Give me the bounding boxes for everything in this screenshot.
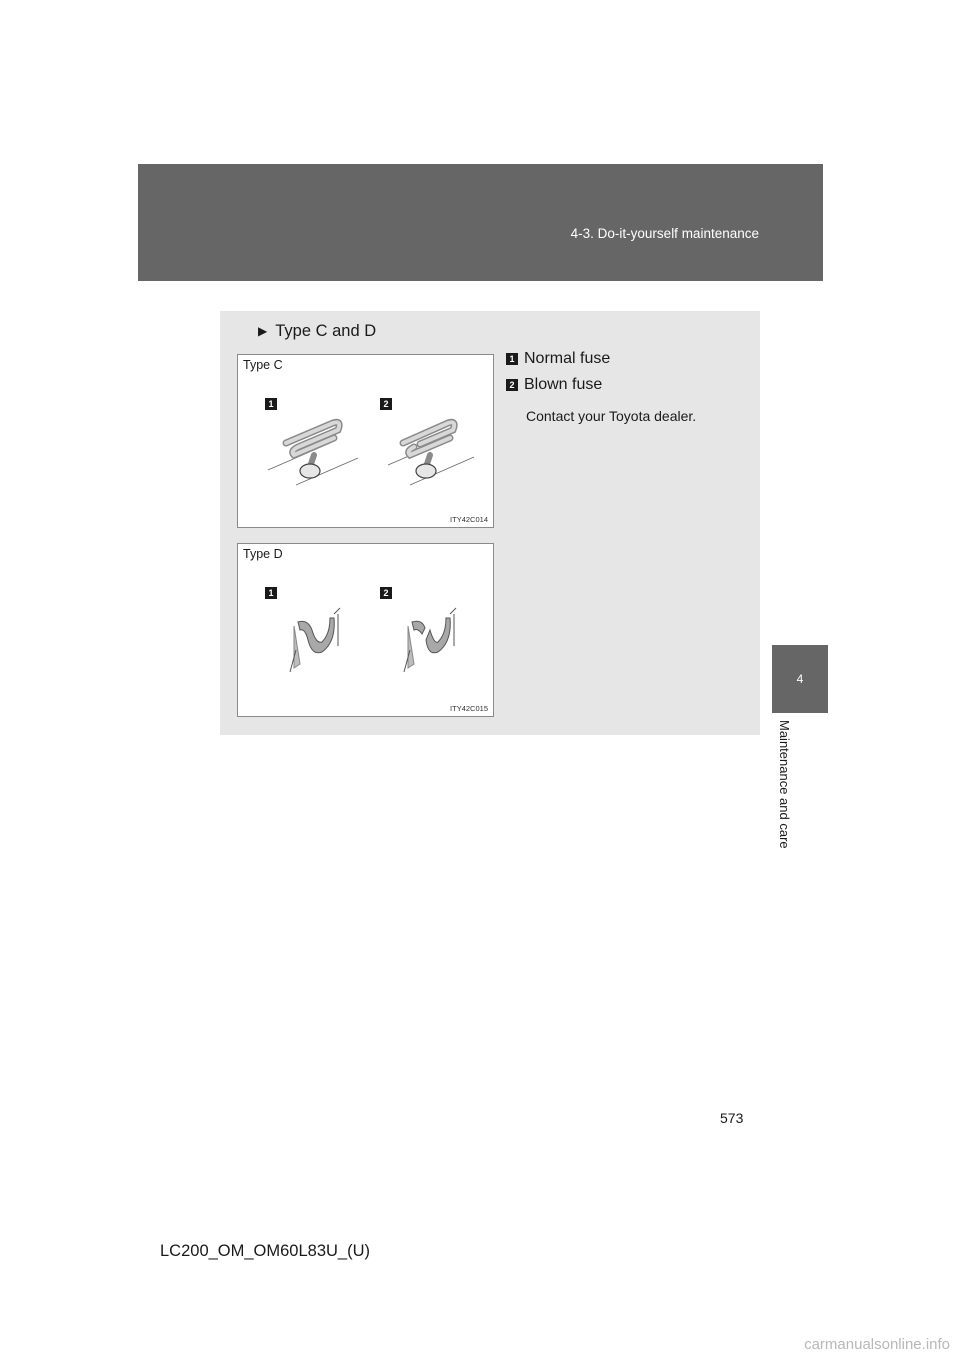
legend-note: Contact your Toyota dealer.	[526, 408, 697, 424]
content-box	[220, 311, 760, 735]
legend-badge: 2	[506, 379, 518, 391]
figure-code: ITY42C014	[450, 515, 488, 524]
blown-fuse-c-icon	[388, 422, 474, 485]
section-title: 4-3. Do-it-yourself maintenance	[570, 226, 759, 241]
chapter-tab	[772, 645, 828, 713]
fuse-type-c-illustration	[238, 355, 493, 527]
triangle-bullet-icon: ▶	[258, 324, 268, 338]
figure-badge-1: 1	[265, 587, 277, 599]
box-heading	[258, 322, 376, 341]
page-number: 573	[720, 1110, 744, 1126]
fuse-type-d-illustration	[238, 544, 493, 716]
normal-fuse-c-icon	[268, 422, 358, 485]
box-heading-text: Type C and D	[275, 322, 377, 340]
watermark: carmanualsonline.info	[804, 1336, 950, 1353]
legend-item-blown-fuse	[506, 376, 602, 394]
figure-badge-2: 2	[380, 587, 392, 599]
chapter-label: Maintenance and care	[777, 720, 792, 849]
figure-label: Type D	[243, 547, 283, 561]
header-band	[138, 164, 823, 281]
legend-item-normal-fuse	[506, 350, 610, 368]
figure-type-d	[237, 543, 494, 717]
figure-label: Type C	[243, 358, 283, 372]
legend-text: Normal fuse	[524, 350, 611, 367]
legend-badge: 1	[506, 353, 518, 365]
figure-badge-2: 2	[380, 398, 392, 410]
normal-fuse-d-icon	[290, 608, 340, 672]
figure-type-c	[237, 354, 494, 528]
blown-fuse-d-icon	[404, 608, 456, 672]
document-code: LC200_OM_OM60L83U_(U)	[160, 1242, 371, 1260]
legend-text: Blown fuse	[524, 376, 603, 393]
chapter-number: 4	[796, 672, 804, 686]
figure-badge-1: 1	[265, 398, 277, 410]
figure-code: ITY42C015	[450, 704, 488, 713]
